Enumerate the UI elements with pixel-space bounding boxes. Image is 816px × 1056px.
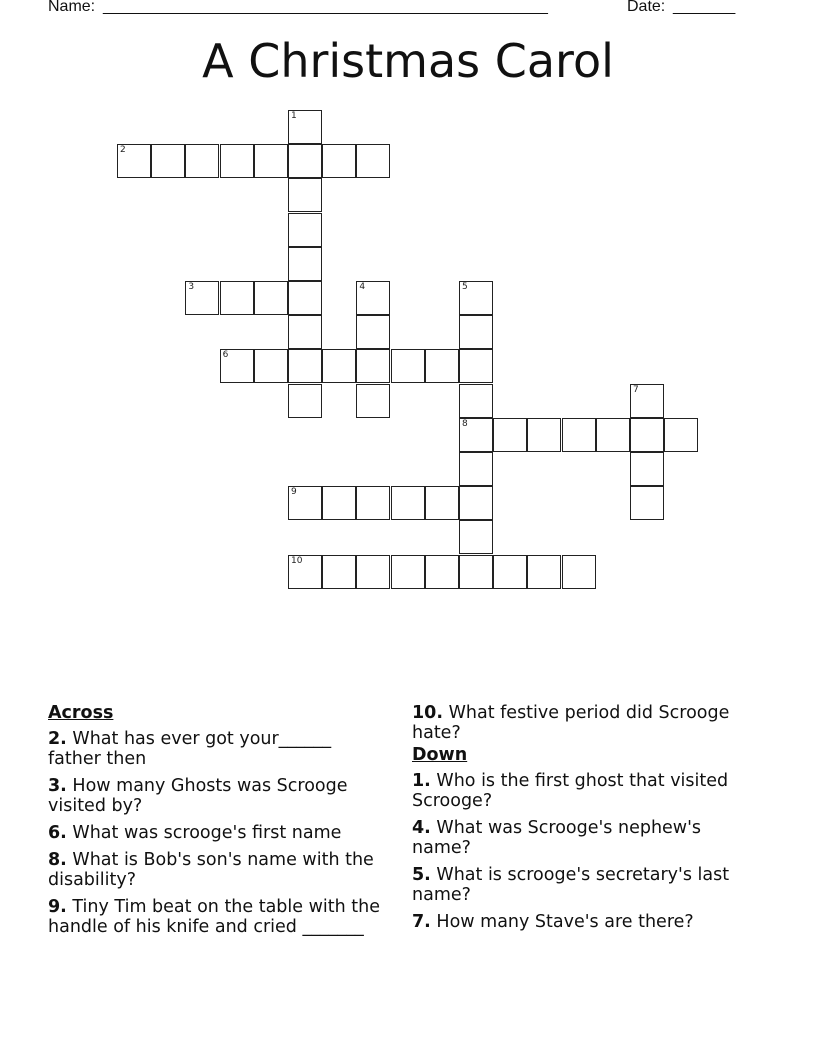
name-blank: __________________________________________________ — [103, 0, 548, 15]
crossword-cell[interactable] — [322, 349, 356, 383]
crossword-cell[interactable] — [185, 281, 219, 315]
crossword-cell[interactable] — [220, 144, 254, 178]
date-blank: _______ — [673, 0, 736, 15]
crossword-cell[interactable] — [630, 384, 664, 418]
clue-down-5: 5. What is scrooge's secretary's last name? — [412, 865, 730, 905]
crossword-cell[interactable] — [459, 384, 493, 418]
clue-across-3: 3. How many Ghosts was Scrooge visited by? — [48, 776, 348, 816]
crossword-cell[interactable] — [425, 486, 459, 520]
crossword-cell[interactable] — [596, 418, 630, 452]
crossword-cell[interactable] — [356, 144, 390, 178]
crossword-cell[interactable] — [493, 555, 527, 589]
cell-number: 7 — [633, 384, 639, 395]
crossword-cell[interactable] — [391, 555, 425, 589]
clues-column-right — [412, 703, 748, 939]
crossword-cell[interactable] — [630, 418, 664, 452]
across-heading: Across — [48, 703, 114, 723]
crossword-cell[interactable] — [151, 144, 185, 178]
crossword-cell[interactable] — [664, 418, 698, 452]
crossword-cell[interactable] — [356, 486, 390, 520]
crossword-cell[interactable] — [322, 555, 356, 589]
cell-number: 3 — [188, 282, 195, 292]
crossword-cell[interactable] — [425, 349, 459, 383]
crossword-cell[interactable] — [630, 452, 664, 486]
crossword-cell[interactable] — [288, 110, 322, 144]
crossword-cell[interactable] — [288, 315, 322, 349]
clue-across-6: 6. What was scrooge's first name — [48, 823, 342, 843]
crossword-cell[interactable] — [288, 247, 322, 281]
clue-across-9: 9. Tiny Tim beat on the table with the handle of his knife and cried _______ — [48, 897, 381, 937]
crossword-cell[interactable] — [288, 349, 322, 383]
name-label: Name: — [48, 0, 96, 15]
crossword-cell[interactable] — [254, 144, 288, 178]
crossword-cell[interactable] — [459, 520, 493, 554]
clues-column-left — [48, 703, 384, 944]
crossword-cell[interactable] — [220, 281, 254, 315]
clue-down-4: 4. What was Scrooge's nephew's name? — [412, 818, 702, 858]
crossword-cell[interactable] — [425, 555, 459, 589]
cell-number: 9 — [291, 487, 297, 498]
crossword-cell[interactable] — [391, 486, 425, 520]
cell-number: 6 — [222, 350, 229, 361]
crossword-cell[interactable] — [562, 555, 596, 589]
crossword-cell[interactable] — [356, 555, 390, 589]
crossword-cell[interactable] — [630, 486, 664, 520]
crossword-cell[interactable] — [356, 315, 390, 349]
clue-down-7: 7. How many Stave's are there? — [412, 912, 694, 932]
down-heading: Down — [412, 745, 468, 765]
clue-across-2: 2. What has ever got your______ father then — [48, 729, 332, 769]
crossword-cell[interactable] — [288, 144, 322, 178]
crossword-cell[interactable] — [322, 486, 356, 520]
crossword-cell[interactable] — [391, 349, 425, 383]
crossword-cell[interactable] — [459, 281, 493, 315]
crossword-cell[interactable] — [562, 418, 596, 452]
cell-number: 2 — [120, 145, 126, 156]
crossword-cell[interactable] — [356, 281, 390, 315]
crossword-cell[interactable] — [356, 384, 390, 418]
cell-number: 5 — [462, 282, 468, 292]
crossword-cell[interactable] — [459, 486, 493, 520]
crossword-cell[interactable] — [220, 349, 254, 383]
cell-number: 4 — [359, 282, 366, 292]
cell-number: 10 — [291, 555, 303, 566]
crossword-cell[interactable] — [288, 486, 322, 520]
clue-down-1: 1. Who is the first ghost that visited Scrooge? — [412, 771, 729, 811]
crossword-cell[interactable] — [288, 384, 322, 418]
crossword-cell[interactable] — [459, 452, 493, 486]
crossword-cell[interactable] — [288, 178, 322, 212]
cell-number: 8 — [462, 418, 468, 429]
crossword-cell[interactable] — [254, 281, 288, 315]
crossword-cell[interactable] — [117, 144, 151, 178]
crossword-cell[interactable] — [356, 349, 390, 383]
crossword-cell[interactable] — [459, 418, 493, 452]
clue-across-8: 8. What is Bob's son's name with the disability? — [48, 850, 374, 890]
crossword-cell[interactable] — [459, 315, 493, 349]
crossword-cell[interactable] — [493, 418, 527, 452]
crossword-cell[interactable] — [527, 555, 561, 589]
crossword-cell[interactable] — [288, 281, 322, 315]
cell-number: 1 — [291, 111, 297, 121]
crossword-cell[interactable] — [288, 555, 322, 589]
crossword-cell[interactable] — [288, 213, 322, 247]
crossword-cell[interactable] — [459, 349, 493, 383]
crossword-cell[interactable] — [185, 144, 219, 178]
crossword-cell[interactable] — [254, 349, 288, 383]
page-title: A Christmas Carol — [202, 34, 614, 88]
crossword-cell[interactable] — [459, 555, 493, 589]
date-label: Date: — [627, 0, 666, 15]
crossword-cell[interactable] — [527, 418, 561, 452]
crossword-cell[interactable] — [322, 144, 356, 178]
clue-across-10: 10. What festive period did Scrooge hate? — [412, 703, 730, 743]
